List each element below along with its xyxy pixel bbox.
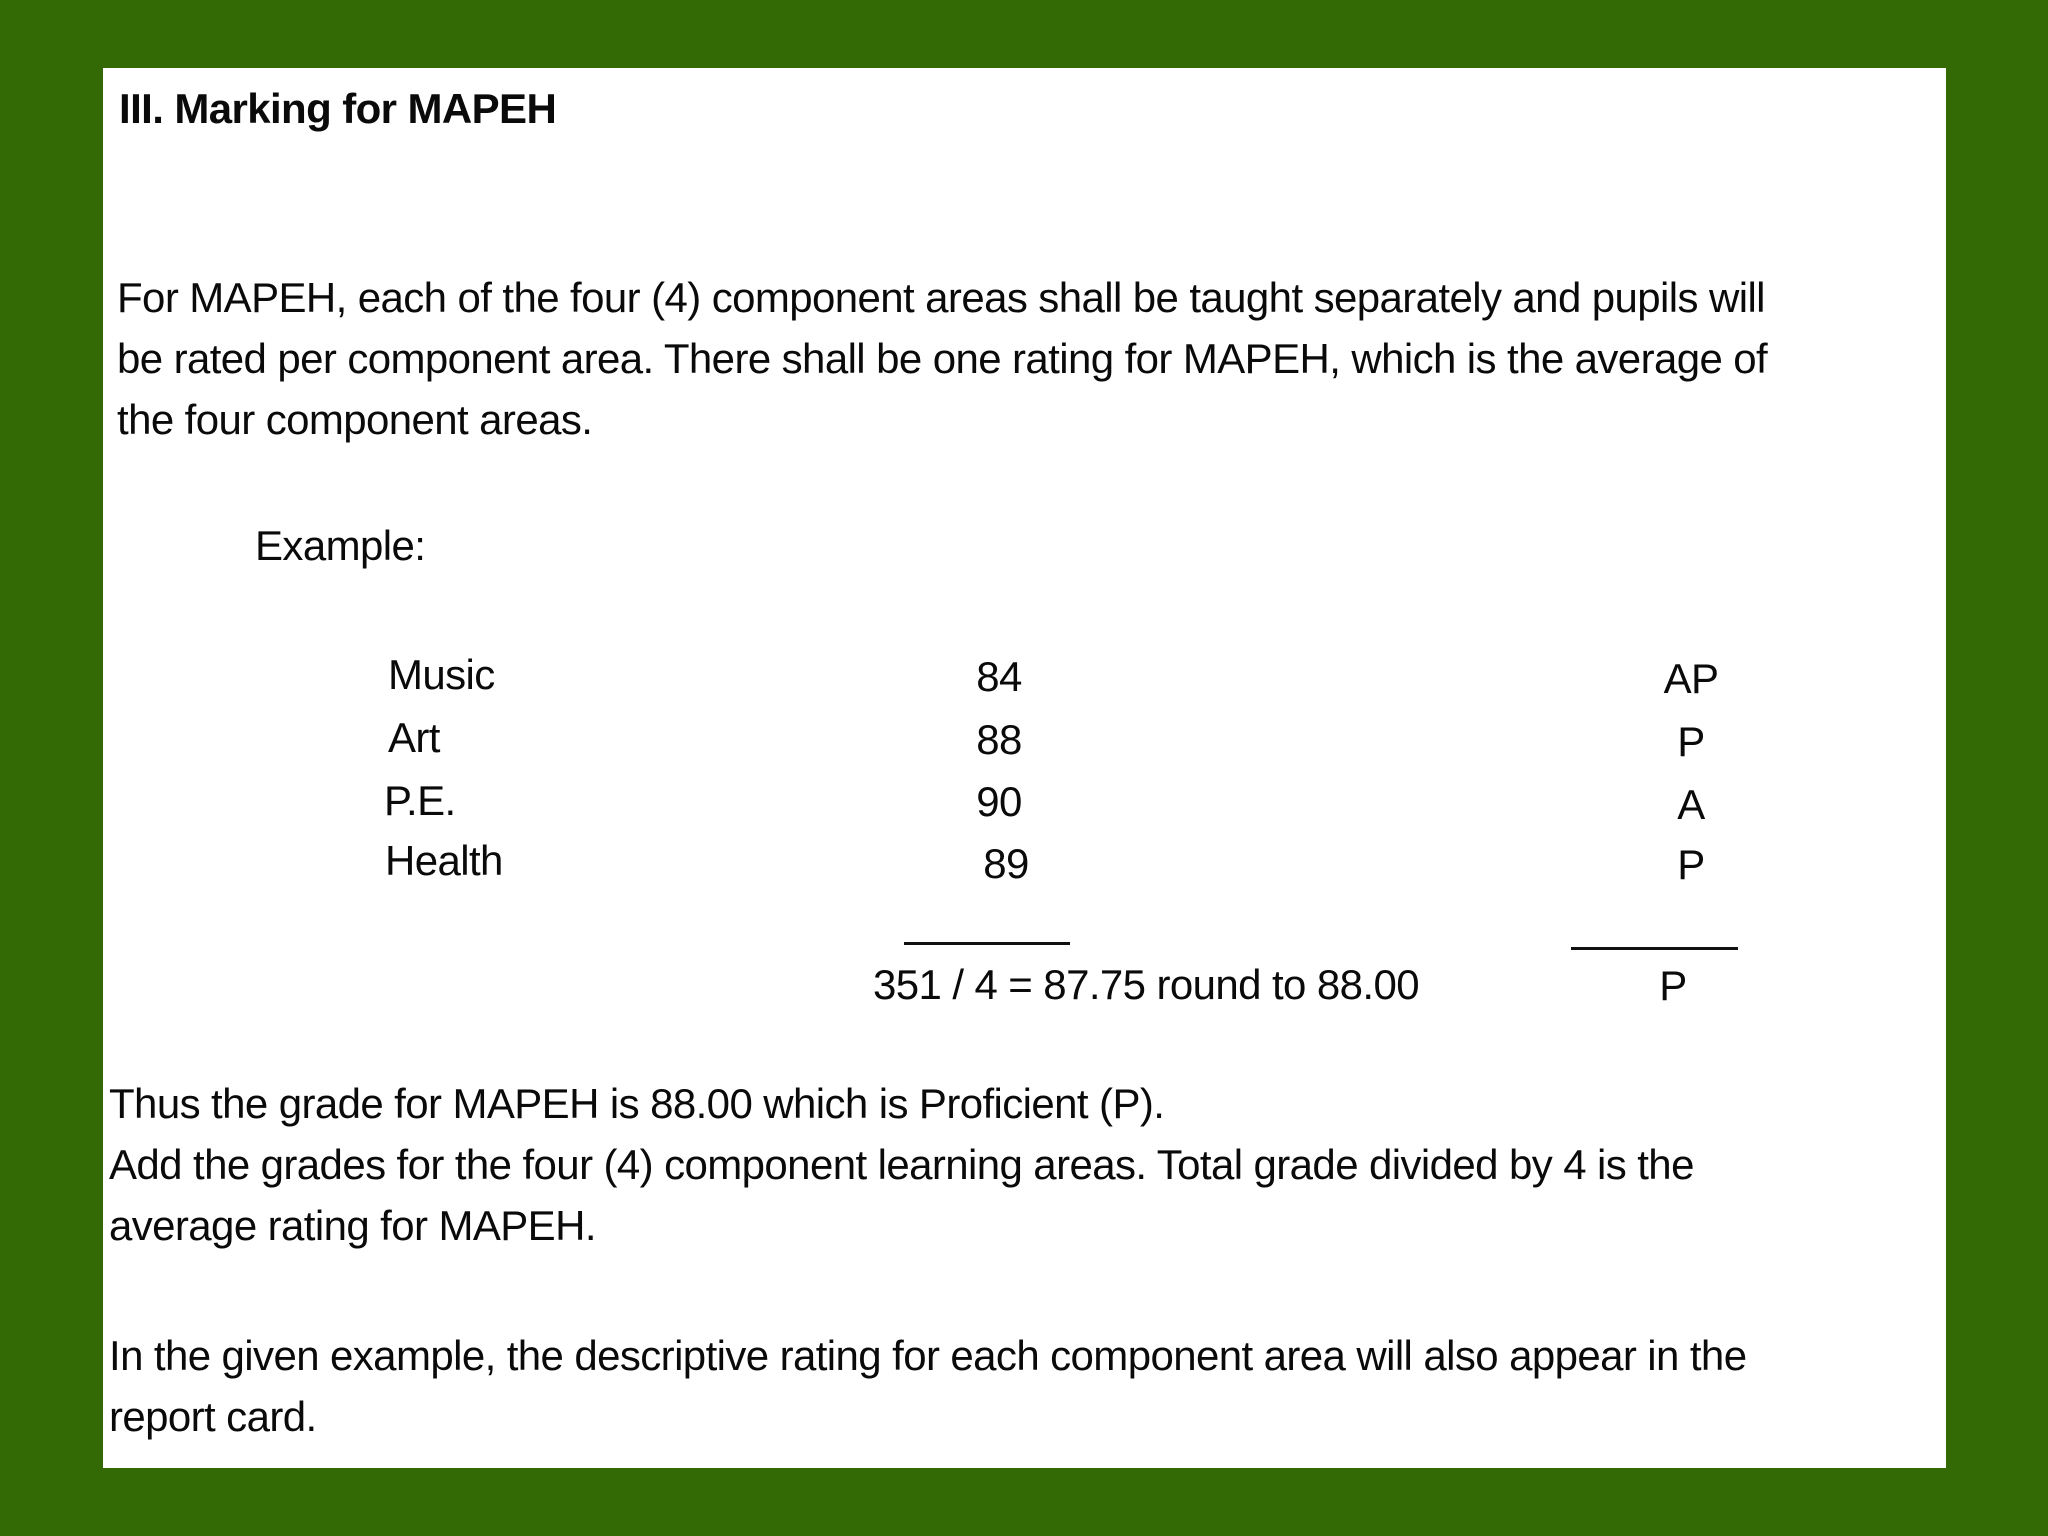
- rating-sum-rule: [1571, 947, 1738, 950]
- explanation-line: Add the grades for the four (4) component learning areas. Total grade divided by 4 is the: [109, 1141, 1694, 1188]
- rating-music: AP: [1663, 655, 1719, 702]
- intro-line: the four component areas.: [117, 396, 593, 443]
- section-heading: III. Marking for MAPEH: [119, 85, 557, 132]
- rating-health: P: [1677, 841, 1705, 888]
- example-label: Example:: [255, 522, 426, 569]
- average-computation: 351 / 4 = 87.75 round to 88.00: [873, 961, 1419, 1008]
- rating-art: P: [1677, 718, 1705, 765]
- document-page: [103, 68, 1946, 1468]
- explanation-paragraph: [109, 1073, 1694, 1256]
- final-rating: P: [1659, 962, 1687, 1009]
- intro-line: be rated per component area. There shall be one rating for MAPEH, which is the average of: [117, 335, 1768, 382]
- score-health: 89: [983, 840, 1029, 887]
- closing-line: report card.: [109, 1393, 317, 1440]
- subject-pe: P.E.: [384, 777, 456, 824]
- closing-paragraph: [109, 1325, 1746, 1447]
- closing-line: In the given example, the descriptive rating for each component area will also appear in the: [109, 1332, 1747, 1379]
- score-pe: 90: [976, 778, 1022, 825]
- score-sum-rule: [904, 942, 1070, 945]
- subject-health: Health: [385, 837, 503, 884]
- explanation-line: average rating for MAPEH.: [109, 1202, 596, 1249]
- explanation-line: Thus the grade for MAPEH is 88.00 which is Proficient (P).: [109, 1080, 1165, 1127]
- intro-paragraph: [117, 267, 1767, 450]
- intro-line: For MAPEH, each of the four (4) component areas shall be taught separately and pupils will: [117, 274, 1765, 321]
- subject-music: Music: [388, 651, 495, 698]
- rating-pe: A: [1677, 781, 1705, 828]
- score-music: 84: [976, 653, 1022, 700]
- score-art: 88: [976, 716, 1022, 763]
- subject-art: Art: [388, 714, 440, 761]
